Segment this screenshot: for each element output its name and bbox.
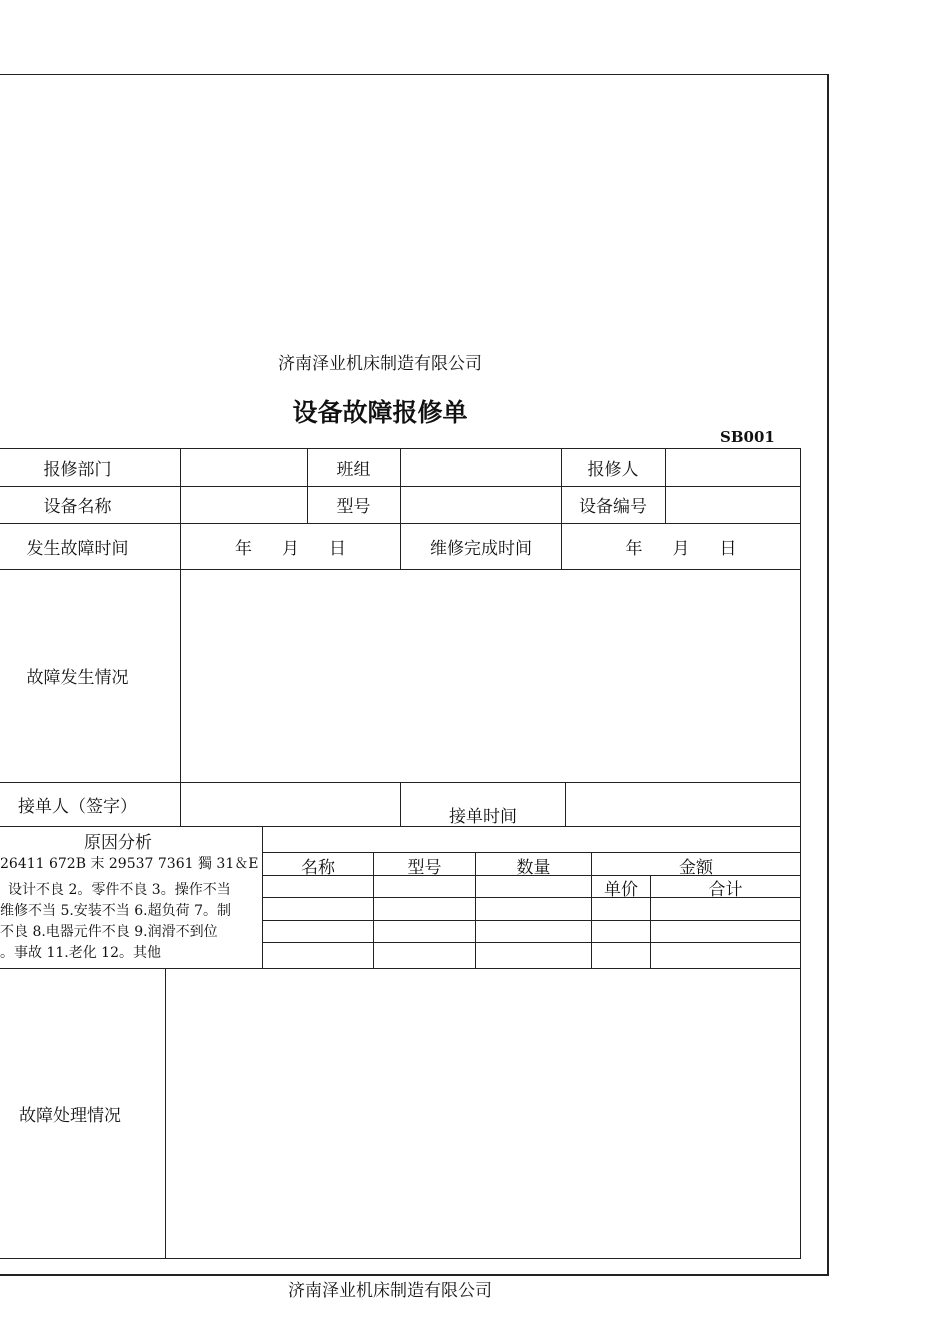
table-line (262, 920, 801, 921)
cause-analysis-label: 原因分析 (84, 832, 152, 853)
parts-name-header: 名称 (301, 857, 335, 878)
year-label: 年 (625, 538, 643, 559)
company-name: 济南泽业机床制造有限公司 (278, 354, 482, 374)
parts-total-header: 合计 (708, 879, 743, 900)
dept-field[interactable] (181, 448, 307, 486)
equip-no-field[interactable] (666, 486, 800, 523)
fault-situation-label: 故障发生情况 (26, 668, 129, 688)
month-label: 月 (672, 538, 690, 559)
receiver-label: 接单人（签字） (18, 796, 137, 817)
month-label: 月 (282, 538, 299, 559)
handling-label: 故障处理情况 (19, 1105, 121, 1126)
dept-label: 报修部门 (43, 459, 112, 480)
parts-unit-price-header: 单价 (604, 879, 638, 900)
equip-name-label: 设备名称 (43, 497, 112, 517)
form-title: 设备故障报修单 (292, 398, 468, 427)
day-label: 日 (329, 538, 346, 559)
parts-amount-header: 金额 (679, 857, 713, 878)
cause-option-line: 维修不当 5.安装不当 6.超负荷 7。制 (0, 903, 231, 919)
receiver-signature-field[interactable] (181, 782, 400, 826)
finish-date-field[interactable] (562, 523, 800, 569)
footer-company: 济南泽业机床制造有限公司 (288, 1281, 492, 1301)
reporter-label: 报修人 (587, 459, 639, 480)
table-line (0, 1258, 801, 1259)
team-label: 班组 (336, 459, 371, 480)
cause-option-line: 设计不良 2。零件不良 3。操作不当 (8, 882, 231, 898)
equip-no-label: 设备编号 (579, 497, 647, 517)
receive-time-label: 接单时间 (449, 806, 517, 827)
form-code: SB001 (720, 428, 775, 446)
cause-option-line: 。事故 11.老化 12。其他 (0, 945, 161, 961)
model-field[interactable] (401, 486, 561, 523)
cause-option-line: 不良 8.电器元件不良 9.润滑不到位 (0, 924, 218, 940)
parts-qty-header: 数量 (516, 857, 551, 878)
equip-name-field[interactable] (181, 486, 307, 523)
parts-model-header: 型号 (407, 857, 442, 878)
fault-time-label: 发生故障时间 (26, 538, 129, 559)
model-label: 型号 (336, 497, 371, 517)
table-line (262, 826, 263, 968)
reporter-field[interactable] (666, 448, 800, 486)
finish-time-label: 维修完成时间 (430, 538, 532, 559)
fault-situation-field[interactable] (181, 570, 800, 782)
cause-garbled-text: 26411 672B 末 29537 7361 獨 31＆E (0, 856, 259, 872)
cause-options (0, 880, 262, 964)
handling-field[interactable] (166, 969, 800, 1258)
receive-time-field[interactable] (566, 782, 800, 826)
day-label: 日 (719, 538, 737, 559)
team-field[interactable] (401, 448, 561, 486)
table-line (800, 448, 801, 1259)
year-label: 年 (235, 538, 252, 559)
fault-date-field[interactable] (181, 523, 400, 569)
table-line (262, 942, 801, 943)
